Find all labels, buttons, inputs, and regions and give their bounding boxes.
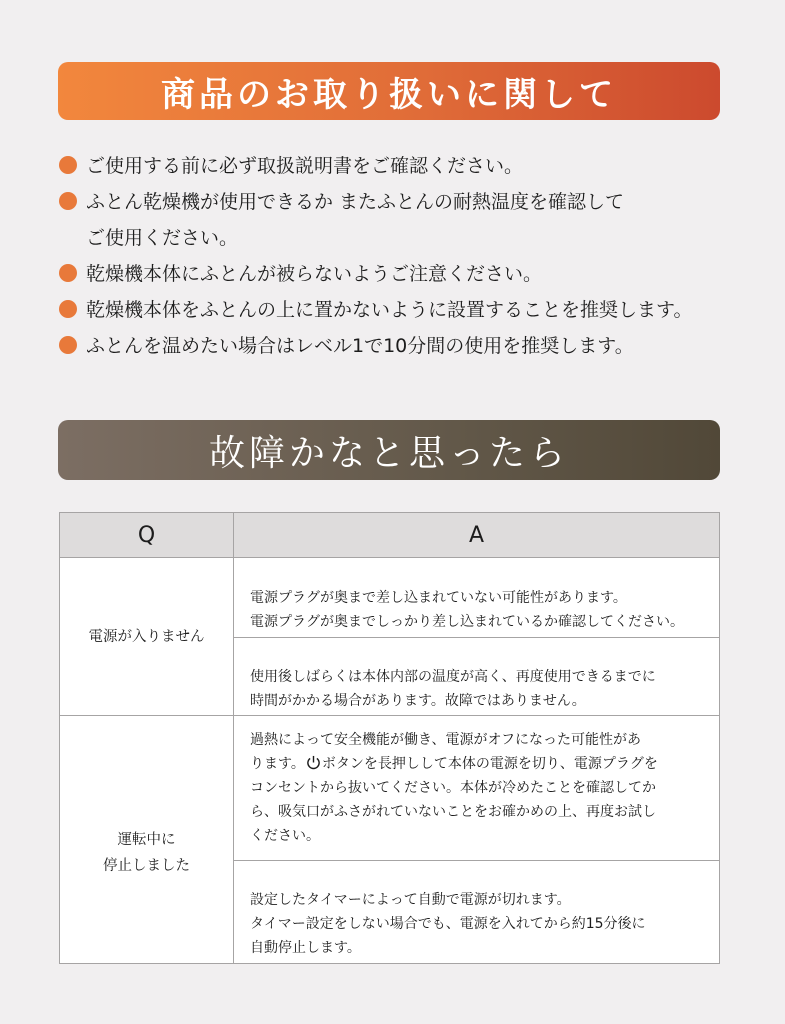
table-header-row bbox=[60, 513, 720, 558]
column-header-a: A bbox=[234, 513, 720, 558]
answer-text-part: ボタンを長押しして本体の電源を切り、電源プラグを コンセントから抜いてください。本体が冷めたことを確認してか ら、吸気口がふさがれていないことをお確かめの上、再度お試し ください。 bbox=[250, 756, 658, 844]
section-title-product-handling: 商品のお取り扱いに関して bbox=[58, 62, 720, 120]
question-text: 電源が入りません bbox=[88, 628, 205, 645]
question-cell bbox=[60, 716, 234, 964]
list-item-text: ご使用する前に必ず取扱説明書をご確認ください。 bbox=[86, 155, 524, 177]
list-item-text: ご使用ください。 bbox=[86, 227, 239, 249]
list-item bbox=[58, 148, 758, 184]
list-item-text: 乾燥機本体をふとんの上に置かないように設置することを推奨します。 bbox=[86, 299, 693, 321]
list-item bbox=[58, 184, 758, 256]
power-icon bbox=[306, 755, 321, 770]
answer-text-part: 過熱によって安全機能が働き、電源がオフになった可能性があ ります。 bbox=[250, 732, 642, 772]
bullet-dot-icon bbox=[59, 336, 77, 354]
section-title-troubleshooting: 故障かなと思ったら bbox=[58, 420, 720, 480]
list-item bbox=[58, 292, 758, 328]
troubleshooting-table bbox=[59, 512, 720, 964]
handling-notes-list bbox=[58, 148, 758, 364]
list-item-text: 乾燥機本体にふとんが被らないようご注意ください。 bbox=[86, 263, 543, 285]
list-item bbox=[58, 328, 758, 364]
column-header-q: Q bbox=[60, 513, 234, 558]
answer-text: 設定したタイマーによって自動で電源が切れます。 タイマー設定をしない場合でも、電源を入れてから約15分後に 自動停止します。 bbox=[250, 892, 646, 956]
bullet-dot-icon bbox=[59, 300, 77, 318]
bullet-dot-icon bbox=[59, 192, 77, 210]
table-row bbox=[60, 716, 720, 861]
answer-cell bbox=[234, 558, 720, 638]
list-item bbox=[58, 256, 758, 292]
answer-text: 使用後しばらくは本体内部の温度が高く、再度使用できるまでに 時間がかかる場合があります。故障ではありません。 bbox=[250, 668, 656, 709]
question-cell bbox=[60, 558, 234, 716]
question-text: 運転中に 停止しました bbox=[103, 831, 190, 874]
list-item-text: ふとん乾燥機が使用できるか またふとんの耐熱温度を確認して bbox=[86, 191, 625, 213]
bullet-dot-icon bbox=[59, 264, 77, 282]
answer-cell bbox=[234, 716, 720, 861]
answer-text: 電源プラグが奥まで差し込まれていない可能性があります。 電源プラグが奥までしっかり差し込まれているか確認してください。 bbox=[250, 589, 684, 630]
answer-cell bbox=[234, 861, 720, 964]
list-item-text: ふとんを温めたい場合はレベル1で10分間の使用を推奨します。 bbox=[86, 335, 634, 357]
table-row bbox=[60, 558, 720, 638]
bullet-dot-icon bbox=[59, 156, 77, 174]
answer-cell bbox=[234, 638, 720, 716]
